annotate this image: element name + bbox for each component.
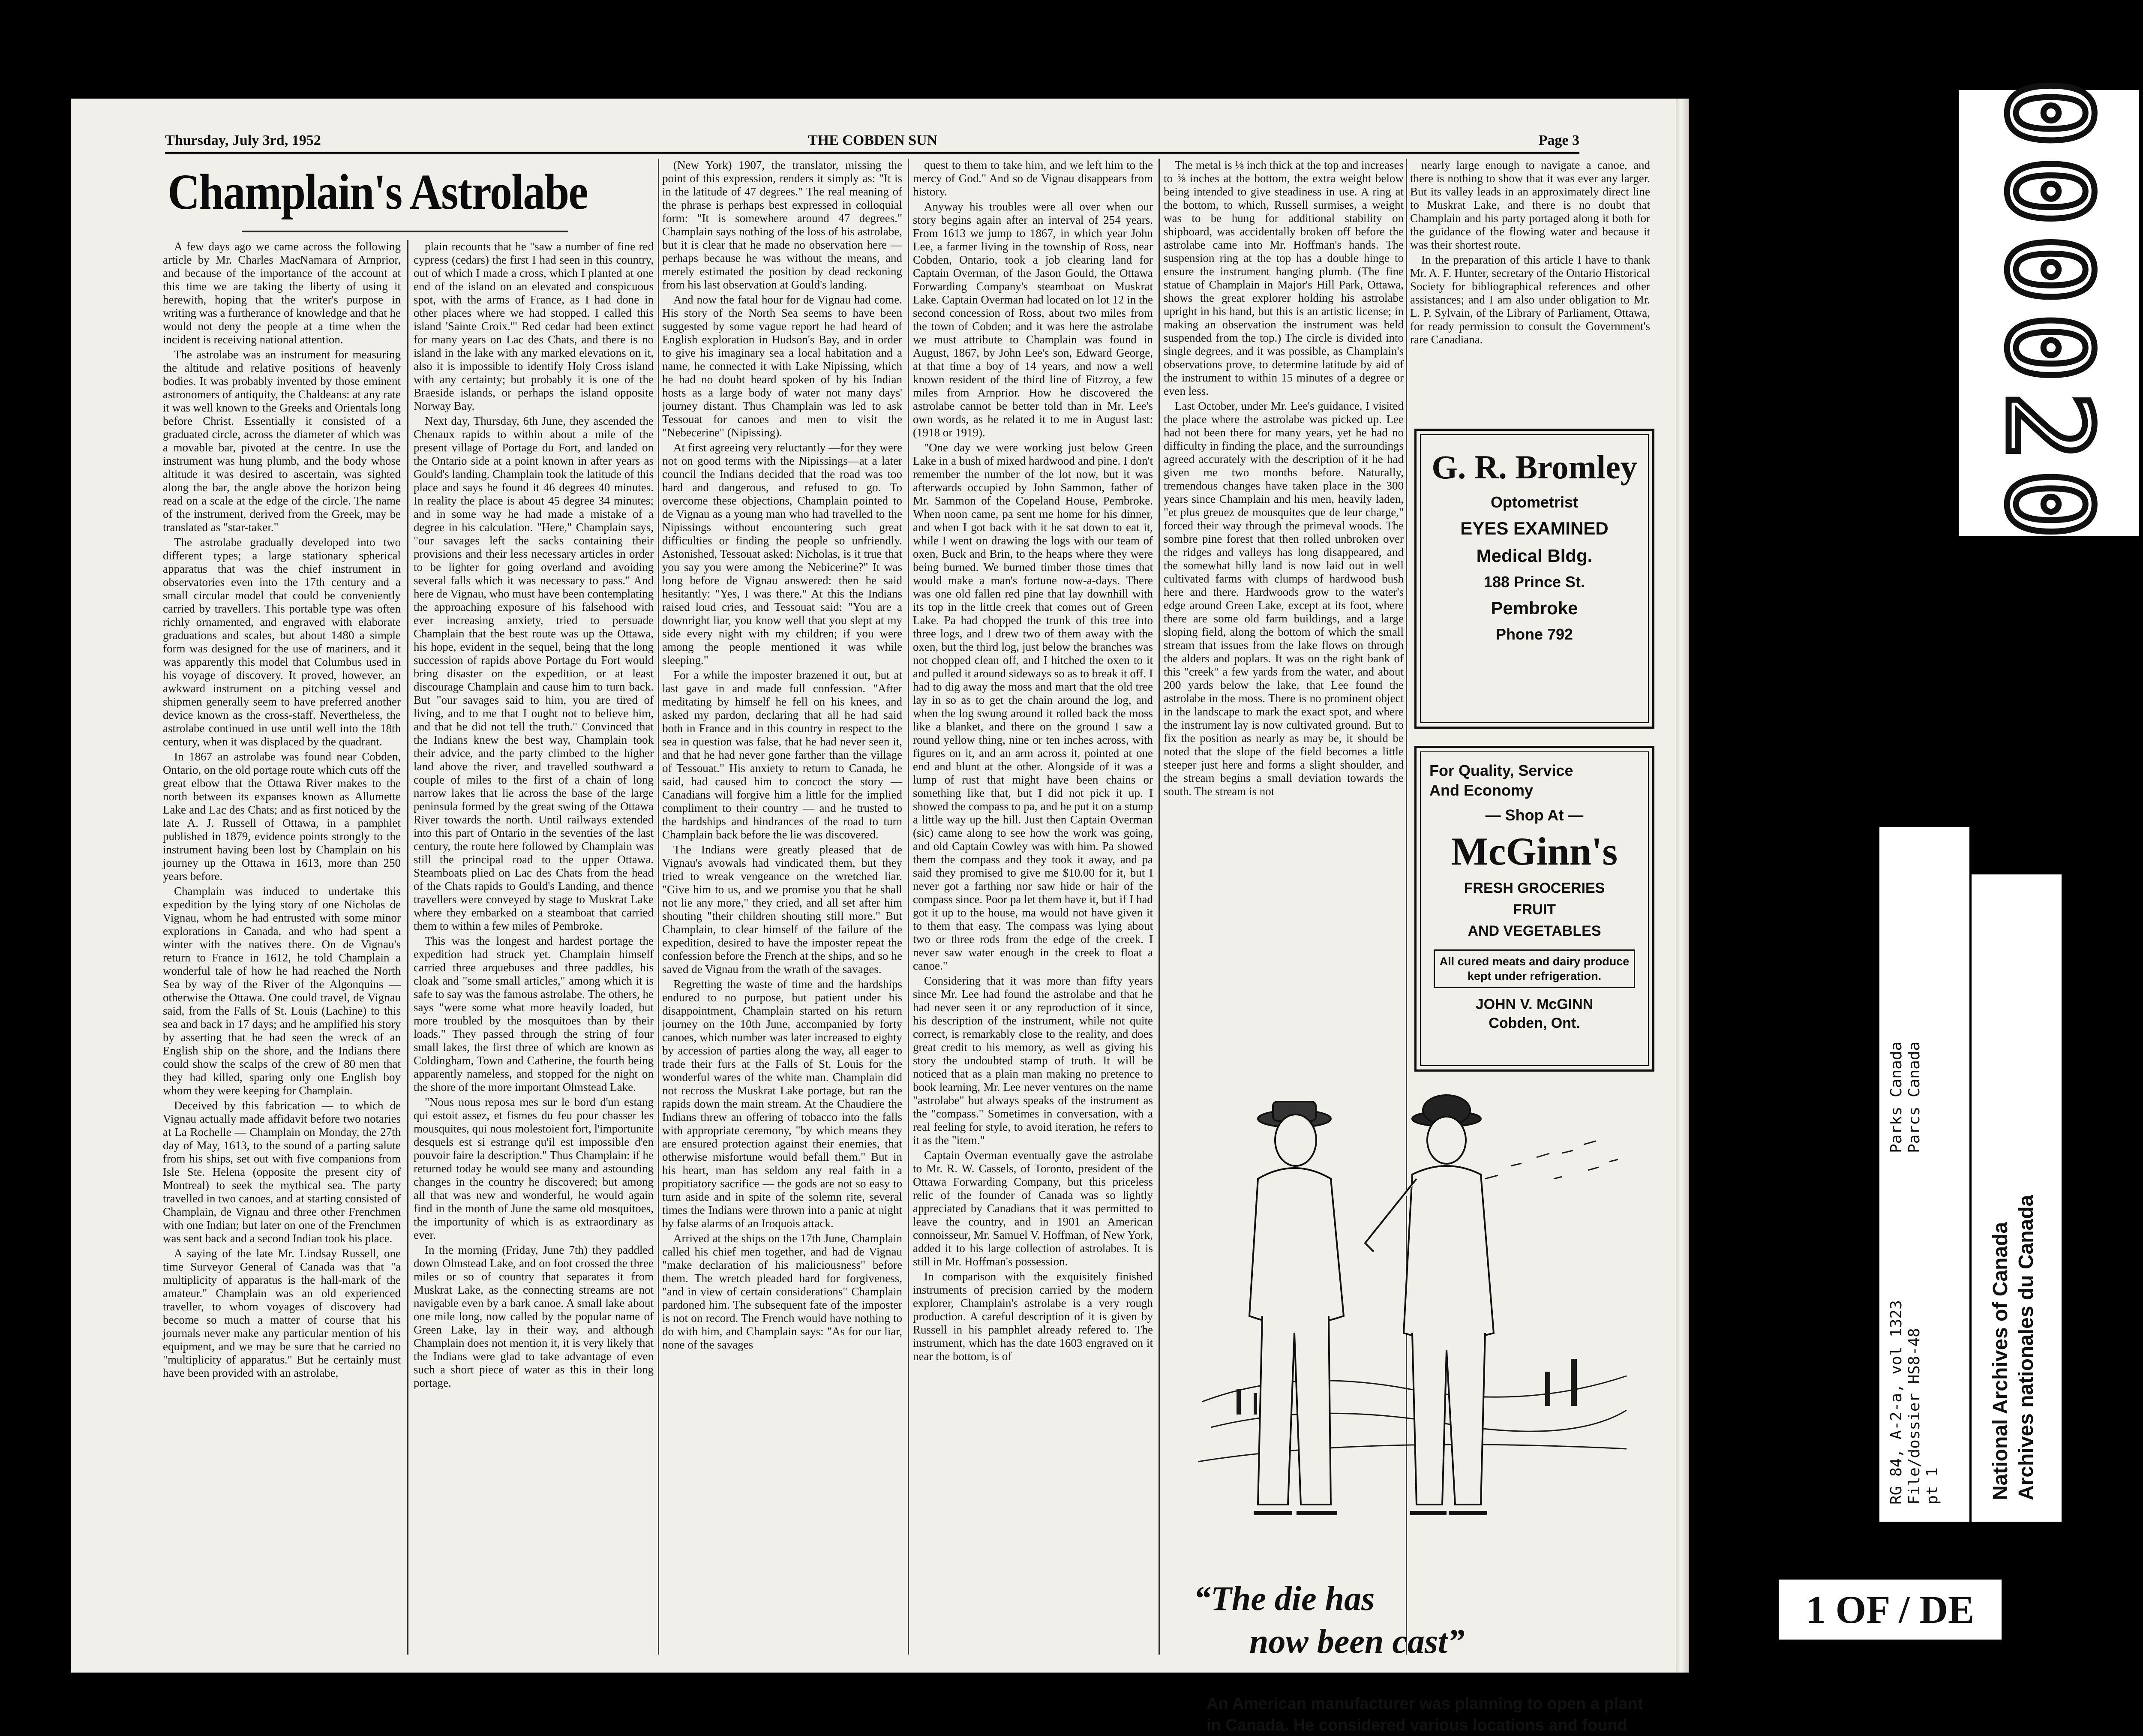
paragraph: Considering that it was more than fifty years since Mr. Lee had found the astrolabe and that he had never seen it or any reproduction of it since, his description of the instrument, while not quite correct, is remarkably close to the reality, and does great credit to his memory, as well as giving his story the undoubted stamp of truth. It will be noticed that as a plain man making no pretence to book learning, Mr. Lee never ventures on the name "astrolabe" but always speaks of the instrument as the "compass." Sometimes in conversation, with a real feeling for style, to avoid iteration, he refers to it as the "item." — [913, 974, 1153, 1147]
die-ad-headline — [1194, 1577, 1644, 1663]
paragraph: At first agreeing very reluctantly —for they were not on good terms with the Nipissings—at a later council the Indians decided that the road was too hard and dangerous, and refused to go. To overcome these objections, Champlain pointed to de Vignau as a young man who had travelled to the Nipissings without encountering such great difficulties or finding the people so unfriendly. Astonished, Tessouat asked: Nicholas, is it true that you say you were among the Nebicerine?" It was long before de Vignau answered: then he said hesitantly: "Yes, I was there." At this the Indians raised loud cries, and Tessouat said: "You are a downright liar, you know well that you slept at my side every night with my children; if you were among the people mentioned it was while sleeping." — [662, 441, 902, 667]
ad-title: Optometrist — [1490, 493, 1578, 511]
reference-label — [1879, 827, 1969, 1522]
column-rule — [1159, 159, 1160, 1655]
ad-owner-town: Cobden, Ont. — [1489, 1015, 1580, 1031]
page-header — [165, 129, 1579, 154]
two-men-illustration — [1185, 1093, 1635, 1543]
paragraph: Captain Overman eventually gave the astrolabe to Mr. R. W. Cassels, of Toronto, president of the Ottawa Forwarding Company, but this priceless relic of the founder of Canada was so lightly appreciated by Canadians that it was permitted to leave the country, and in 1901 an American connoisseur, Mr. Samuel V. Hoffman, of New York, added it to his large collection of astrolabes. It is still in Mr. Hoffman's possession. — [913, 1149, 1153, 1268]
paragraph: A few days ago we came across the following article by Mr. Charles MacNamara of Arnprior, and because of the importance of the account at this time we are taking the liberty of using it herewith, hoping that the writer's purpose in writing was a furtherance of knowledge and that he would not deny the people at a time when the incident is receiving national attention. — [163, 240, 401, 346]
man-left — [1249, 1102, 1344, 1513]
paragraph: "Nous nous reposa mes sur le bord d'un estang qui estoit assez, et fismes du feu pour chasser les mousquites, qui nous molestoient fort, l'importunite desquels est si estrange qu'il est impossible d'en pouvoir faire la description." Thus Champlain: if he returned today he would see many and astounding changes in the country he discovered; but among all that was new and wonderful, he would again find in the month of June the same old mosquitoes, the importunity of which is as extraordinary as ever. — [414, 1096, 654, 1241]
paragraph: The astrolabe gradually developed into two different types; a large stationary spherical apparatus that was the chief instrument in observatories even into the 17th century and a small circular model that could be conveniently carried by travellers. This portable type was often richly ornamented, and engraved with elaborate graduations and scales, but about 1480 a simple form was designed for the use of mariners, and it was apparently this model that Columbus used in his voyage of discovery. It proved, however, an awkward instrument on a pitching vessel and shipmen generally seem to have preferred another device known as the cross-staff. Nevertheless, the astrolabe continued in use until well into the 18th century, when it was displaced by the quadrant. — [163, 536, 401, 748]
ref-line: pt 1 — [1924, 1467, 1941, 1505]
page-number: Page 3 — [1538, 132, 1579, 148]
paragraph: This was the longest and hardest portage the expedition had struck yet. Champlain himself carried three arquebuses and three paddles, his cloak and "some small articles," among which it is safe to say was the famous astrolabe. The others, he says "were some what more heavily loaded, but more troubled by the mosquitoes than by their loads." They passed through the string of four small lakes, the first three of which are known as Coldingham, Town and Catherine, the fourth being apparently nameless, and stopped for the night on the shore of the more important Olmstead Lake. — [414, 934, 654, 1093]
ad-product: AND VEGETABLES — [1468, 923, 1601, 939]
archives-name-en: National Archives of Canada — [1989, 1222, 2012, 1500]
ad-business-name: G. R. Bromley — [1432, 448, 1637, 486]
paragraph: Deceived by this fabrication — to which de Vignau actually made affidavit before two notaries at La Rochelle — Champlain on Monday, the 27th day of May, 1613, to the sound of a parting salute from his ships, set out with five companions from Isle Ste. Helena (opposite the present city of Montreal) to seek the mythical sea. The party travelled in two canoes, and at starting consisted of Champlain, de Vignau and three other Frenchmen with one Indian; but later on one of the Frenchmen was sent back and a second Indian took his place. — [163, 1099, 401, 1245]
die-ad-body: An American manufacturer was planning to open a plant in Canada. He considered various locations and found — [1207, 1695, 1643, 1734]
paragraph: A saying of the late Mr. Lindsay Russell, one time Surveyor General of Canada was that "a multiplicity of apparatus is the hall-mark of the amateur." Champlain was an old experienced traveller, to whom voyages of discovery had become so much a matter of course that his journals never make any particular mention of his equipment, and we may be sure that he carried no "multiplicity of apparatus." But he certainly must have been provided with an astrolabe, — [163, 1247, 401, 1379]
ad-product: FRESH GROCERIES — [1464, 880, 1605, 896]
ad-tagline-2: And Economy — [1429, 781, 1534, 799]
reel-label: 1 OF / DE — [1779, 1580, 2002, 1640]
national-archives-label — [1972, 874, 2062, 1522]
paragraph: In comparison with the exquisitely finished instruments of precision carried by the modern explorer, Champlain's astrolabe is a very rough production. A careful description of it is given by Russell in his pamphlet already refered to. The instrument, which has the date 1603 engraved on it near the bottom, is of — [913, 1270, 1153, 1363]
paragraph: Anyway his troubles were all over when our story begins again after an interval of 254 years. From 1613 we jump to 1867, in which year John Lee, a farmer living in the township of Ross, near Cobden, Ontario, took a job clearing land for Captain Overman, of the Jason Gould, the Ottawa Forwarding Company's steamboat on Muskrat Lake. Captain Overman had located on lot 12 in the second concession of Ross, about two miles from the town of Cobden; and it was here the astrolabe we must attribute to Champlain was found in August, 1867, by John Lee's son, Edward George, at that time a boy of 14 years, and now a well known resident of the third line of Fitzroy, a few miles from Arnprior. How he discovered the astrolabe cannot be better told than in Mr. Lee's own words, as he related it to me in August last: (1918 or 1919). — [913, 200, 1153, 439]
column-rule — [908, 159, 909, 1655]
paragraph: Champlain was induced to undertake this expedition by the lying story of one Nicholas de Vignau, whom he had entrusted with some minor explorations in Canada, and who had spent a winter with the natives there. On de Vignau's return to France in 1612, he told Champlain a wonderful tale of how he had reached the North Sea by way of the River of the Algonquins — otherwise the Ottawa. One could travel, de Vignau said, from the Falls of St. Louis (Lachine) to this sea and back in 17 days; and he amplified his story by asserting that he had seen the wreck of an English ship on the shore, and the Indians there could show the scalps of the crew of 80 men that they had killed, sparing only one English boy whom they were keeping for Champlain. — [163, 885, 401, 1097]
ref-line: Parcs Canada — [1906, 1041, 1923, 1153]
issue-date: Thursday, July 3rd, 1952 — [165, 132, 321, 148]
paragraph: quest to them to take him, and we left him to the mercy of God." And so de Vignau disappears from history. — [913, 159, 1153, 198]
ad-shop-at: — Shop At — — [1485, 806, 1584, 824]
article-column-2 — [414, 240, 654, 1655]
ad-owner-name: JOHN V. McGINN — [1475, 996, 1594, 1012]
paragraph: Last October, under Mr. Lee's guidance, I visited the place where the astrolabe was picked up. Lee had not been there for many years, yet he had no difficulty in finding the place, and the surroundings agreed accurately with the description of it he had given me two months before. Naturally, tremendous changes have taken place in the 300 years since Champlain and his men, heavily laden, "et plus greuez de mousquites que de leur charge," forced their way through the primeval woods. The sombre pine forest that then rolled unbroken over the ridges and valleys has long disappeared, and the somewhat hilly land is now laid out in well cultivated farms with clumps of hardwood bush here and there. Hardwoods grow to the water's edge around Green Lake, except at its foot, where there are some old farm buildings, and a large sloping field, along the bottom of which the small stream that issues from the lake flows on through the alders and poplars. It was on the right bank of this "creek" a few yards from the water, and about 200 yards below the lake, that Lee found the astrolabe in the moss. There is no prominent object in the landscape to mark the exact spot, and where the instrument lay is now cultivated ground. But to fix the position as nearly as may be, it should be noted that the slope of the field becomes a little steeper just here and forms a slight shoulder, and the stream begins a small deviation towards the south. The stream is not — [1164, 399, 1404, 798]
die-headline-1: “The die has — [1194, 1580, 1375, 1618]
newspaper-page — [71, 99, 1689, 1734]
newspaper-name: THE COBDEN SUN — [808, 132, 938, 148]
ad-border — [1420, 751, 1649, 1066]
paragraph: The metal is ⅛ inch thick at the top and increases to ⅝ inches at the bottom, the extra weight below being intended to give steadiness in use. A ring at the bottom, to which, Russell surmises, a weight was to be hung for additional stability on shipboard, was accidentally broken off before the astrolabe came into Mr. Hoffman's hands. The suspension ring at the top has a double hinge to ensure the instrument hanging plumb. (The fine statue of Champlain in Major's Hill Park, Ottawa, shows the great explorer holding his astrolabe upright in his hand, but this is an artistic license; in making an observation the instrument was held suspended from the top.) The circle is divided into single degrees, and it was possible, as Champlain's observations prove, to determine latitude by aid of the instrument to within 15 minutes of a degree or even less. — [1164, 159, 1404, 397]
ref-line: File/dossier HS8-48 — [1906, 1328, 1923, 1505]
man-right — [1365, 1095, 1494, 1513]
paragraph: In 1867 an astrolabe was found near Cobden, Ontario, on the old portage route which cuts off the great elbow that the Ottawa River makes to the north between its expanses known as Allumette Lake and Lac des Chats; and as first noticed by the late A. J. Russell of Ottawa, in a pamphlet published in 1879, evidence points strongly to the instrument having been lost by Champlain on his journey up the Ottawa in 1613, more than 250 years before. — [163, 750, 401, 883]
archives-name-fr: Archives nationales du Canada — [2015, 1195, 2038, 1500]
paragraph: Regretting the waste of time and the hardships endured to no purpose, but patient under his disappointment, Champlain started on his return journey on the 10th June, accompanied by forty canoes, which number was later increased to eighty by accession of parties along the way, all eager to trade their furs at the Falls of St. Louis for the wonderful wares of the white man. Champlain did not recross the Muskrat Lake portage, but ran the rapids down the main stream. At the Chaudiere the Indians threw an offering of tobacco into the falls with appropriate ceremony, "by which means they are ensured protection against their enemies, that otherwise misfortune would befall them." But in his heart, man has seldom any real faith in a propitiatory sacrifice — the gods are not so easy to turn aside and in spite of the solemn rite, several times the Indians were thrown into a panic at night by false alarms of an Iroquois attack. — [662, 978, 902, 1230]
article-column-4 — [913, 159, 1153, 1655]
ref-line: Parks Canada — [1888, 1041, 1905, 1153]
headline-rule — [242, 231, 568, 232]
paragraph: In the preparation of this article I have to thank Mr. A. F. Hunter, secretary of the Ontario Historical Society for bibliographical references and other assistances; and I am also under obligation to Mr. L. P. Sylvain, of the Library of Parliament, Ottawa, for ready permission to consult the Government's rare Canadiana. — [1410, 253, 1650, 346]
ad-street: 188 Prince St. — [1483, 573, 1585, 591]
bromley-ad — [1414, 429, 1654, 729]
mcginn-ad — [1414, 746, 1654, 1072]
page-fold — [1676, 99, 1689, 1673]
frame-number-label — [1959, 78, 2139, 548]
column-rule — [407, 240, 408, 1655]
paragraph: In the morning (Friday, June 7th) they paddled down Olmstead Lake, and on foot crossed the three miles or so of country that separates it from Muskrat Lake, as the connecting streams are not navigable even by a bark canoe. A small lake about one mile long, now called by the popular name of Green Lake, lay in their way, and although Champlain does not mention it, it is very likely that the Indians were glad to take advantage of even such a short piece of water as this in their long portage. — [414, 1243, 654, 1389]
ad-tagline-1: For Quality, Service — [1429, 762, 1573, 779]
ref-line: RG 84, A-2-a, vol 1323 — [1888, 1300, 1905, 1505]
ad-town: Pembroke — [1491, 598, 1578, 618]
die-headline-2: now been cast” — [1249, 1623, 1465, 1661]
ad-product: FRUIT — [1513, 901, 1556, 918]
paragraph: "One day we were working just below Green Lake in a bush of mixed hardwood and pine. I don't remember the number of the lot now, but it was afterwards occupied by John Sammon, father of Mr. Sammon of the Copeland House, Pembroke. When noon came, pa sent me home for his dinner, and when I got back with it he sat down to eat it, while I went on drawing the logs with our team of oxen, Buck and Brin, to the heaps where they were being burned. We burned timber those times that would make a man's fortune now-a-days. There was one old fallen red pine that lay downhill with its top in the little creek that comes out of Green Lake. Pa had chopped the trunk of this tree into three logs, and I drew two of them away with the oxen, but the third log, just below the branches was not chopped clean off, and I hitched the oxen to it and pulled it around sideways so as to break it off. I had to dig away the moss and mart that the old tree lay in so as to get the chain around the log, and when the log swung around it rolled back the moss like a blanket, and there on the ground I saw a round yellow thing, nine or ten inches across, with figures on it, and an arm across it, pointed at one end and blunt at the other. Alongside of it was a lump of rust that might have been chains or something like that, but I did not pick it up. I showed the compass to pa, and he put it on a stump a little way up the hill. Just then Captain Overman (sic) came along to see how the work was going, and old Captain Cowley was with him. Pa showed them the compass and they took it away, and pa said they promised to give me $10.00 for it, but I never got a farthing nor saw hide or hair of the compass since. Poor pa let them have it, but if I had got it up to the house, ma would not have given it to them that easy. The compass was lying about two or three rods from the edge of the creek. I never saw water enough in the creek to float a canoe." — [913, 441, 1153, 972]
frame-number: 000020 — [1981, 78, 2116, 548]
paragraph: And now the fatal hour for de Vignau had come. His story of the North Sea seems to have been suggested by some vague report he had heard of English exploration in Hudson's Bay, and in order to give his imaginary sea a local habitation and a name, he connected it with Lake Nipissing, which he had no doubt heard spoken of by his Indian hosts as a large body of water not many days' journey distant. Thus Champlain was led to ask Tessouat for canoes and men to visit the "Nebecerine" (Nipissing). — [662, 293, 902, 439]
article-headline: Champlain's Astrolabe — [168, 164, 588, 220]
ad-note: All cured meats and dairy produce kept under refrigeration. — [1434, 949, 1635, 988]
paragraph: The Indians were greatly pleased that de Vignau's avowals had vindicated them, but they tried to wreak vengeance on the wretched liar. "Give him to us, and we promise you that he shall not lie any more," they cried, and all set after him shouting "their children shouting still more." But Champlain, to clear himself of the failure of the expedition, desired to have the imposter repeat the confession before the French at the ships, and so he saved de Vignau from the wrath of the savages. — [662, 843, 902, 976]
column-rule — [658, 159, 659, 1655]
ad-border — [1420, 434, 1649, 723]
paragraph: Next day, Thursday, 6th June, they ascended the Chenaux rapids to within about a mile of the present village of Portage du Fort, and landed on the Ontario side at a point known in after years as Gould's landing. Champlain took the latitude of this place and says he found it 46 degrees 40 minutes. In reality the place is about 45 degree 34 minutes; and in some way he had made a mistake of a degree in his calculation. "Here," Champlain says, "our savages left the sacks containing their provisions and their less necessary articles in order to be lighter for going overland and avoiding several falls which it was necessary to pass." And here de Vignau, who must have been contemplating the approaching exposure of his falsehood with ever increasing anxiety, tried to persuade Champlain that the best route was up the Ottawa, his hope, evident in the sequel, being that the long succession of rapids above Portage du Fort would bring disaster on the expedition, or at least discourage Champlain and cause him to turn back. But "our savages said to him, you are tired of living, and to me that I ought not to believe him, and that he did not tell the truth." Convinced that the Indians knew the best way, Champlain took their advice, and the party climbed to the higher land above the river, and travelled southward a couple of miles to the first of a chain of long narrow lakes that lie across the base of the large peninsula formed by the great swing of the Ottawa River towards the north. Until railways extended into this part of Ontario in the seventies of the last century, the route here followed by Champlain was still the principal road to the upper Ottawa. Steamboats plied on Lac des Chats from the head of the Chats rapids to Gould's Landing, and thence travellers were conveyed by stage to Muskrat Lake where they embarked on a steamboat that carried them to within a few miles of Pembroke. — [414, 414, 654, 932]
ad-business-name: McGinn's — [1451, 829, 1618, 873]
paragraph: nearly large enough to navigate a canoe, and there is nothing to show that it was ever any larger. But its valley leads in an approximately direct line to Muskrat Lake, and there is no doubt that Champlain and his party portaged along it both for the guidance of the flowing water and because it was their shortest route. — [1410, 159, 1650, 251]
paragraph: Arrived at the ships on the 17th June, Champlain called his chief men together, and had de Vignau "make declaration of his maliciousness" before them. The wretch pleaded hard for forgiveness, "and in view of certain considerations" Champlain pardoned him. The subsequent fate of the imposter is not on record. The French would have nothing to do with him, and Champlain says: "As for our liar, none of the savages — [662, 1232, 902, 1351]
article-column-1 — [163, 240, 401, 1655]
paragraph: (New York) 1907, the translator, missing the point of this expression, renders it simply as: "It is in the latitude of 47 degrees." The real meaning of the phrase is perhaps best expressed in colloquial form: "It is somewhere around 47 degrees." Champlain says nothing of the loss of his astrolabe, but it is clear that he made no observation here — perhaps because he was without the means, and merely estimated the position by dead reckoning from his last observation at Gould's landing. — [662, 159, 902, 291]
ad-service: EYES EXAMINED — [1460, 518, 1609, 538]
paragraph: plain recounts that he "saw a number of fine red cypress (cedars) the first I had seen in this country, out of which I made a cross, which I planted at one end of the island on an elevated and conspicuous spot, with the arms of France, as I had done in other places where we had stopped. I called this island 'Sainte Croix.'" Red cedar had been extinct for many years on Lac des Chats, and there is no island in the lake with any marked elevations on it, also it is impossible to identify Holy Cross island with any certainty; but probably it is one of the Braeside islands, or perhaps the island opposite Norway Bay. — [414, 240, 654, 412]
article-column-3 — [662, 159, 902, 1655]
ad-building: Medical Bldg. — [1476, 546, 1593, 566]
ad-phone: Phone 792 — [1495, 625, 1573, 643]
paragraph: For a while the imposter brazened it out, but at last gave in and made full confession. "After meditating by himself he fell on his knees, and asked my pardon, declaring that all he had said both in France and in this country in respect to the sea in question was false, that he had never seen it, and that he had never gone farther than the village of Tessouat." His anxiety to return to Canada, he said, had caused him to concoct the story — Canadians will forgive him a little for the implied compliment to their country — and he trusted to the hardships and hindrances of the road to turn Champlain back before the lie was discovered. — [662, 669, 902, 841]
paragraph: The astrolabe was an instrument for measuring the altitude and relative positions of heavenly bodies. It was probably invented by those eminent astronomers of antiquity, the Chaldeans: at any rate it was well known to the Greeks and Orientals long before Christ. Essentially it consisted of a graduated circle, across the diameter of which was a movable bar, pivoted at the centre. In use the instrument was hung plumb, and the body whose altitude it was desired to ascertain, was sighted along the bar, the angle above the horizon being read on a scale at the edge of the circle. The name of the instrument, derived from the Greek, may be translated as "star-taker." — [163, 348, 401, 534]
article-column-6 — [1410, 159, 1650, 467]
